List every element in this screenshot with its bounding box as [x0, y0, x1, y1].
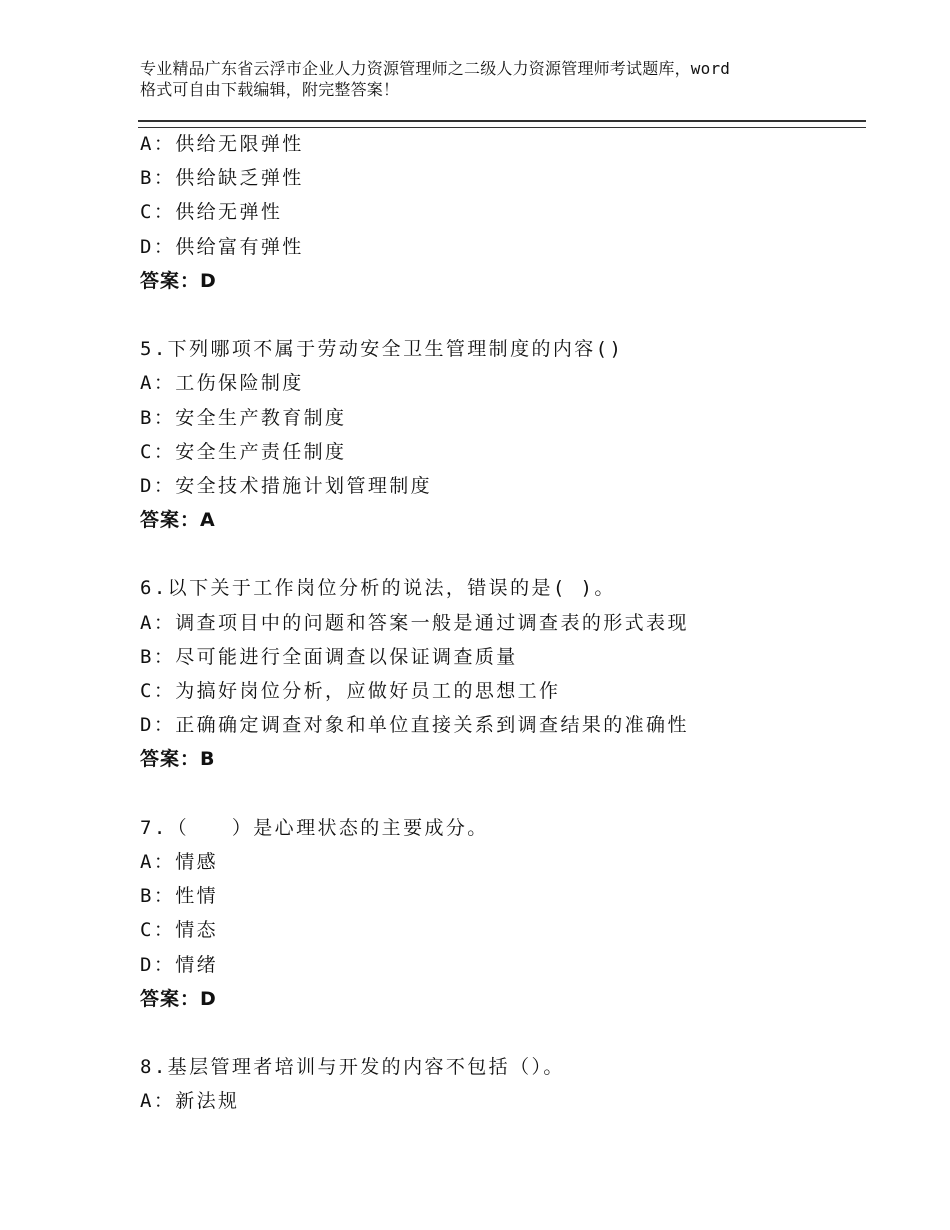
option-b: B：性情: [140, 885, 219, 908]
option-d: D：正确确定调查对象和单位直接关系到调查结果的准确性: [140, 714, 689, 737]
question-text: 8.基层管理者培训与开发的内容不包括（）。: [140, 1056, 565, 1079]
header-line-2: 格式可自由下载编辑，附完整答案！: [140, 80, 400, 99]
spacer: [140, 537, 860, 571]
option-c: C：供给无弹性: [140, 201, 283, 224]
option-c: C：安全生产责任制度: [140, 440, 347, 463]
question-list: [140, 127, 860, 1118]
option-d: D：安全技术措施计划管理制度: [140, 474, 433, 497]
spacer: [140, 777, 860, 811]
option-a: A：供给无限弹性: [140, 133, 304, 155]
option-d: D：情绪: [140, 953, 219, 976]
spacer: [140, 298, 860, 332]
answer: 答案：A: [140, 509, 216, 532]
option-a: A：工伤保险制度: [140, 372, 304, 395]
option-b: B：安全生产教育制度: [140, 406, 347, 429]
question-5: [140, 332, 860, 537]
option-a: A：新法规: [140, 1090, 240, 1113]
spacer: [140, 1016, 860, 1050]
answer: 答案：D: [140, 987, 217, 1010]
question-text: 5.下列哪项不属于劳动安全卫生管理制度的内容(): [140, 338, 624, 361]
option-d: D：供给富有弹性: [140, 235, 304, 258]
question-6: [140, 571, 860, 776]
option-b: B：供给缺乏弹性: [140, 167, 304, 190]
question-text: 7.（ ）是心理状态的主要成分。: [140, 816, 489, 839]
option-b: B：尽可能进行全面调查以保证调查质量: [140, 645, 518, 668]
option-a: A：情感: [140, 850, 219, 873]
option-a: A：调查项目中的问题和答案一般是通过调查表的形式表现: [140, 611, 689, 634]
option-c: C：情态: [140, 919, 219, 942]
question-text: 6.以下关于工作岗位分析的说法，错误的是( )。: [140, 577, 616, 600]
answer: 答案：B: [140, 748, 216, 771]
document-header: [140, 58, 820, 100]
question-4: [140, 127, 860, 298]
header-line-1: 专业精品广东省云浮市企业人力资源管理师之二级人力资源管理师考试题库，word: [140, 59, 731, 78]
answer: 答案：D: [140, 269, 217, 292]
question-8: [140, 1050, 860, 1118]
option-c: C：为搞好岗位分析，应做好员工的思想工作: [140, 680, 561, 702]
question-7: [140, 811, 860, 1016]
